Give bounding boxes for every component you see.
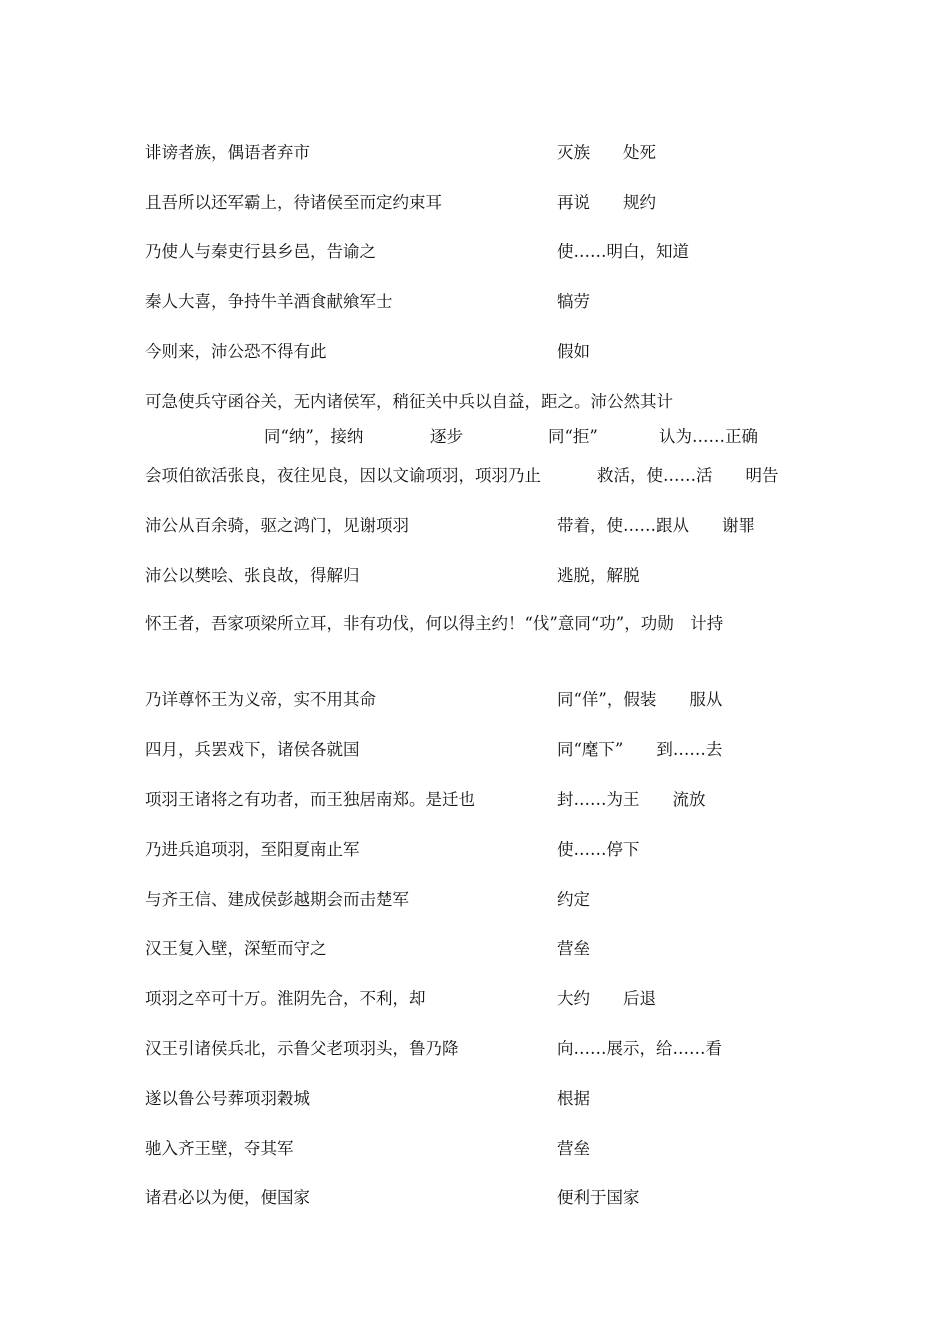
entry-row: [0, 191, 950, 215]
entry-row: [0, 688, 950, 712]
gloss-text: 使……停下: [557, 840, 640, 859]
entry-row: [0, 738, 950, 762]
sub-gloss: 同“拒”: [548, 427, 598, 446]
gloss-text: 带着，使……跟从 谢罪: [557, 516, 755, 535]
sub-gloss: 同“纳”，接纳: [264, 427, 364, 446]
source-sentence: 会项伯欲活张良，夜往见良，因以文谕项羽，项羽乃止: [145, 466, 541, 485]
gloss-text: 同“麾下” 到……去: [557, 740, 723, 759]
source-sentence: 驰入齐王壁，夺其军: [145, 1139, 294, 1158]
source-sentence: 项羽之卒可十万。淮阴先合，不利，却: [145, 989, 426, 1008]
source-sentence: 乃进兵追项羽，至阳夏南止军: [145, 840, 360, 859]
sub-gloss: 逐步: [430, 427, 463, 446]
source-sentence: 沛公从百余骑，驱之鸿门，见谢项羽: [145, 516, 409, 535]
gloss-text: 再说 规约: [557, 193, 656, 212]
gloss-text: 大约 后退: [557, 989, 656, 1008]
gloss-text: 灭族 处死: [557, 143, 656, 162]
gloss-text: 使……明白，知道: [557, 242, 689, 261]
source-sentence: 汉王引诸侯兵北，示鲁父老项羽头，鲁乃降: [145, 1039, 459, 1058]
sub-gloss-row: [0, 425, 950, 449]
source-sentence: 项羽王诸将之有功者，而王独居南郑。是迁也: [145, 790, 475, 809]
entry-row: [0, 1137, 950, 1161]
gloss-text: 同“佯”，假装 服从: [557, 690, 723, 709]
entry-row: [0, 1186, 950, 1210]
entry-row: [0, 141, 950, 165]
gloss-text: 逃脱，解脱: [557, 566, 640, 585]
source-sentence: 诸君必以为便，便国家: [145, 1188, 310, 1207]
entry-row: [0, 888, 950, 912]
entry-row: [0, 464, 950, 488]
gloss-text: 假如: [557, 342, 590, 361]
source-sentence: 遂以鲁公号葬项羽穀城: [145, 1089, 310, 1108]
entry-row: [0, 240, 950, 264]
entry-row: [0, 1037, 950, 1061]
source-sentence: 乃详尊怀王为义帝，实不用其命: [145, 690, 376, 709]
entry-row: [0, 340, 950, 364]
entry-row: [0, 564, 950, 588]
gloss-text: 向……展示，给……看: [557, 1039, 722, 1058]
source-sentence: 今则来，沛公恐不得有此: [145, 342, 327, 361]
sub-gloss: 认为……正确: [659, 427, 758, 446]
gloss-text: 营垒: [557, 939, 590, 958]
gloss-text: 犒劳: [557, 292, 590, 311]
entry-row: [0, 838, 950, 862]
entry-row: [0, 987, 950, 1011]
source-sentence: 且吾所以还军霸上，待诸侯至而定约束耳: [145, 193, 442, 212]
source-sentence: 怀王者，吾家项梁所立耳，非有功伐，何以得主约！“伐”意同“功”，功勋 计持: [145, 614, 724, 633]
entry-row: [0, 788, 950, 812]
source-sentence: 乃使人与秦吏行县乡邑，告谕之: [145, 242, 376, 261]
entry-row: [0, 290, 950, 314]
entry-row-wrapped: [0, 607, 950, 677]
source-sentence: 诽谤者族，偶语者弃市: [145, 143, 310, 162]
source-sentence: 秦人大喜，争持牛羊酒食献飨军士: [145, 292, 393, 311]
source-sentence: 与齐王信、建成侯彭越期会而击楚军: [145, 890, 409, 909]
entry-row: [0, 1087, 950, 1111]
gloss-text: 根据: [557, 1089, 590, 1108]
gloss-text: 救活，使……活 明告: [597, 466, 779, 485]
gloss-text: 封……为王 流放: [557, 790, 706, 809]
gloss-text: 约定: [557, 890, 590, 909]
gloss-text: 便利于国家: [557, 1188, 640, 1207]
source-sentence: 可急使兵守函谷关，无内诸侯军，稍征关中兵以自益，距之。沛公然其计: [145, 392, 673, 411]
source-sentence: 沛公以樊哙、张良故，得解归: [145, 566, 360, 585]
entry-row: [0, 390, 950, 414]
source-sentence: 汉王复入壁，深堑而守之: [145, 939, 327, 958]
source-sentence: 四月，兵罢戏下，诸侯各就国: [145, 740, 360, 759]
entry-row: [0, 937, 950, 961]
gloss-text: 营垒: [557, 1139, 590, 1158]
entry-row: [0, 514, 950, 538]
